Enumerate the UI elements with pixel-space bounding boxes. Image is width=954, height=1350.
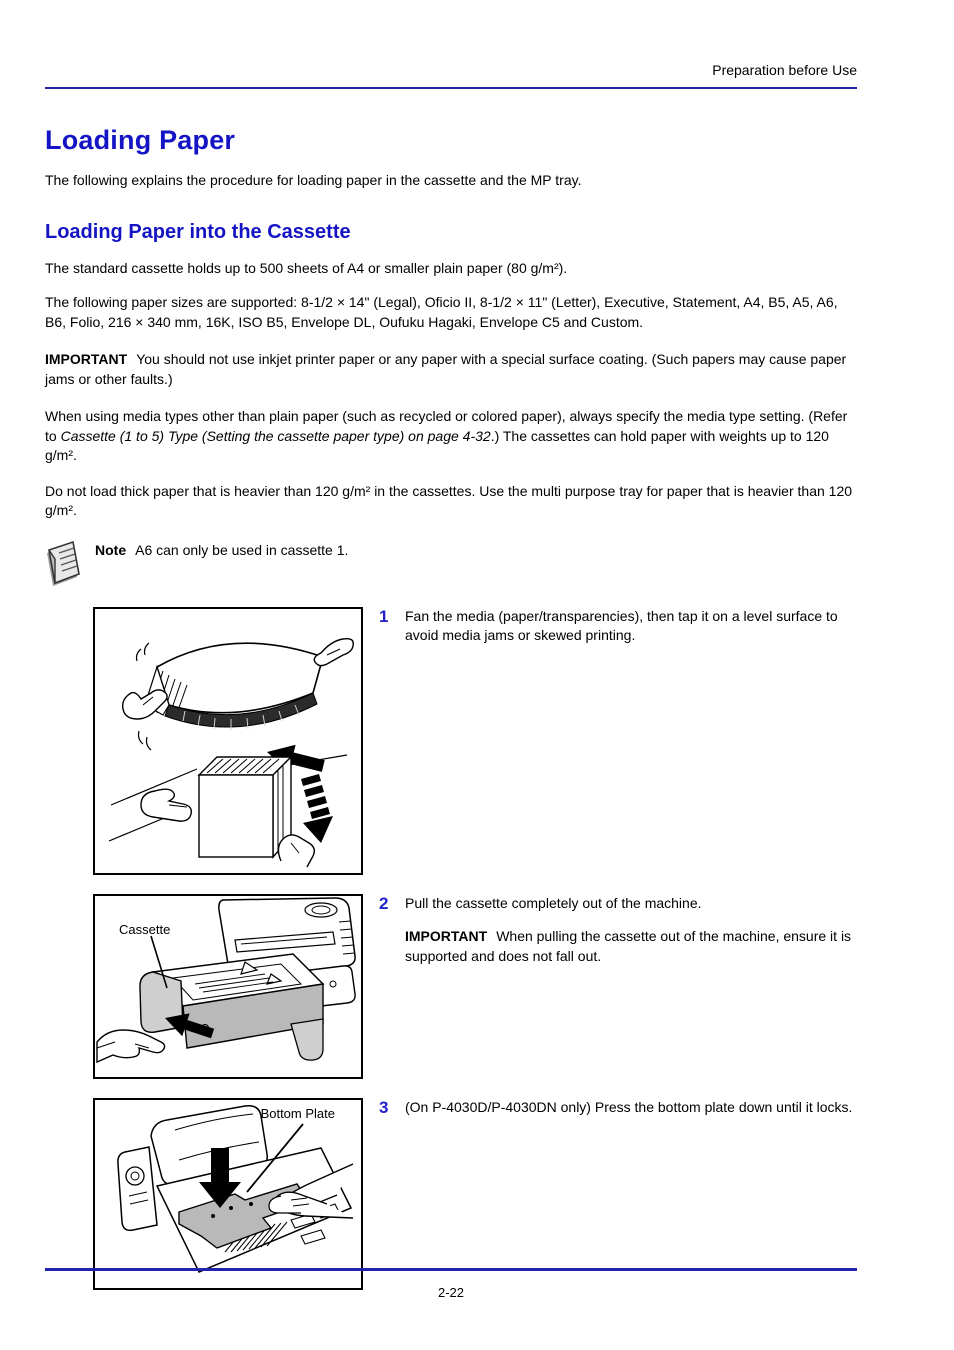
step-1-number: 1 <box>379 606 389 626</box>
fan-paper-illustration <box>93 607 363 875</box>
page-title: Loading Paper <box>45 125 236 155</box>
step-2-text: Pull the cassette completely out of the machine. <box>405 894 702 911</box>
bottom-plate-figure-label: Bottom Plate <box>260 1105 335 1121</box>
media-type-paragraph <box>45 407 857 466</box>
thick-paper-paragraph: Do not load thick paper that is heavier than 120 g/m² in the cassettes. Use the multi purpose tray for paper that is heavier than 120 g/m². <box>45 482 853 518</box>
header-running-title: Preparation before Use <box>712 62 857 78</box>
page-number: 2-22 <box>437 1285 465 1300</box>
step-2-number: 2 <box>379 893 389 913</box>
step-1-text: Fan the media (paper/transparencies), then tap it on a level surface to avoid media jams or skewed printing. <box>405 607 838 643</box>
fan-paper-drawing <box>95 609 357 869</box>
intro-paragraph: The following explains the procedure for loading paper in the cassette and the MP tray. <box>45 172 582 188</box>
media-type-suffix: .) The cassettes can hold paper with weights up to 120 g/m². <box>45 427 829 463</box>
note-label: Note <box>95 541 127 558</box>
note-block <box>45 539 857 589</box>
step-2-important-label: IMPORTANT <box>405 928 488 944</box>
important-paragraph <box>45 350 857 389</box>
media-type-prefix: When using media types other than plain paper (such as recycled or colored paper), always specify the media type setting. (Refer to <box>45 408 848 444</box>
note-icon <box>41 539 85 589</box>
header-rule <box>45 87 857 89</box>
bottom-plate-drawing <box>95 1100 357 1284</box>
cassette-figure-label: Cassette <box>119 921 171 937</box>
media-type-reference: Cassette (1 to 5) Type (Setting the cassette paper type) on page 4-32 <box>60 427 491 444</box>
step-3-row <box>45 1098 857 1290</box>
step-2-row <box>45 894 857 1079</box>
step-2-important-text: When pulling the cassette out of the machine, ensure it is supported and does not fall out. <box>405 928 852 964</box>
header <box>45 0 857 78</box>
pull-cassette-illustration <box>93 894 363 1079</box>
capacity-paragraph: The standard cassette holds up to 500 sheets of A4 or smaller plain paper (80 g/m²). <box>45 259 568 276</box>
bottom-plate-illustration <box>93 1098 363 1290</box>
step-2-body <box>379 894 857 967</box>
step-3-text: (On P-4030D/P-4030DN only) Press the bottom plate down until it locks. <box>405 1098 853 1115</box>
step-1-row <box>45 607 857 875</box>
paper-sizes-paragraph: The following paper sizes are supported: 8-1/2 × 14" (Legal), Oficio II, 8-1/2 × 11" (Letter), Executive, Statement, A4, B5, A5, A6, B6, Folio, 216 × 340 mm, 16K, ISO B5, Envelope DL, Oufuku Hagaki, Envelope C5 and Custom. <box>45 294 838 330</box>
steps-list <box>45 607 857 1290</box>
note-paragraph <box>95 541 348 561</box>
footer-rule <box>45 1268 857 1271</box>
step-3-number: 3 <box>379 1097 389 1117</box>
important-label: IMPORTANT <box>45 351 128 367</box>
important-text: You should not use inkjet printer paper or any paper with a special surface coating. (Such papers may cause paper jams or other faults.) <box>45 351 847 387</box>
step-3-body <box>379 1098 857 1118</box>
step-1-body <box>379 607 857 646</box>
step-2-important <box>405 927 857 966</box>
note-text: A6 can only be used in cassette 1. <box>135 541 349 558</box>
section-title: Loading Paper into the Cassette <box>45 220 351 243</box>
